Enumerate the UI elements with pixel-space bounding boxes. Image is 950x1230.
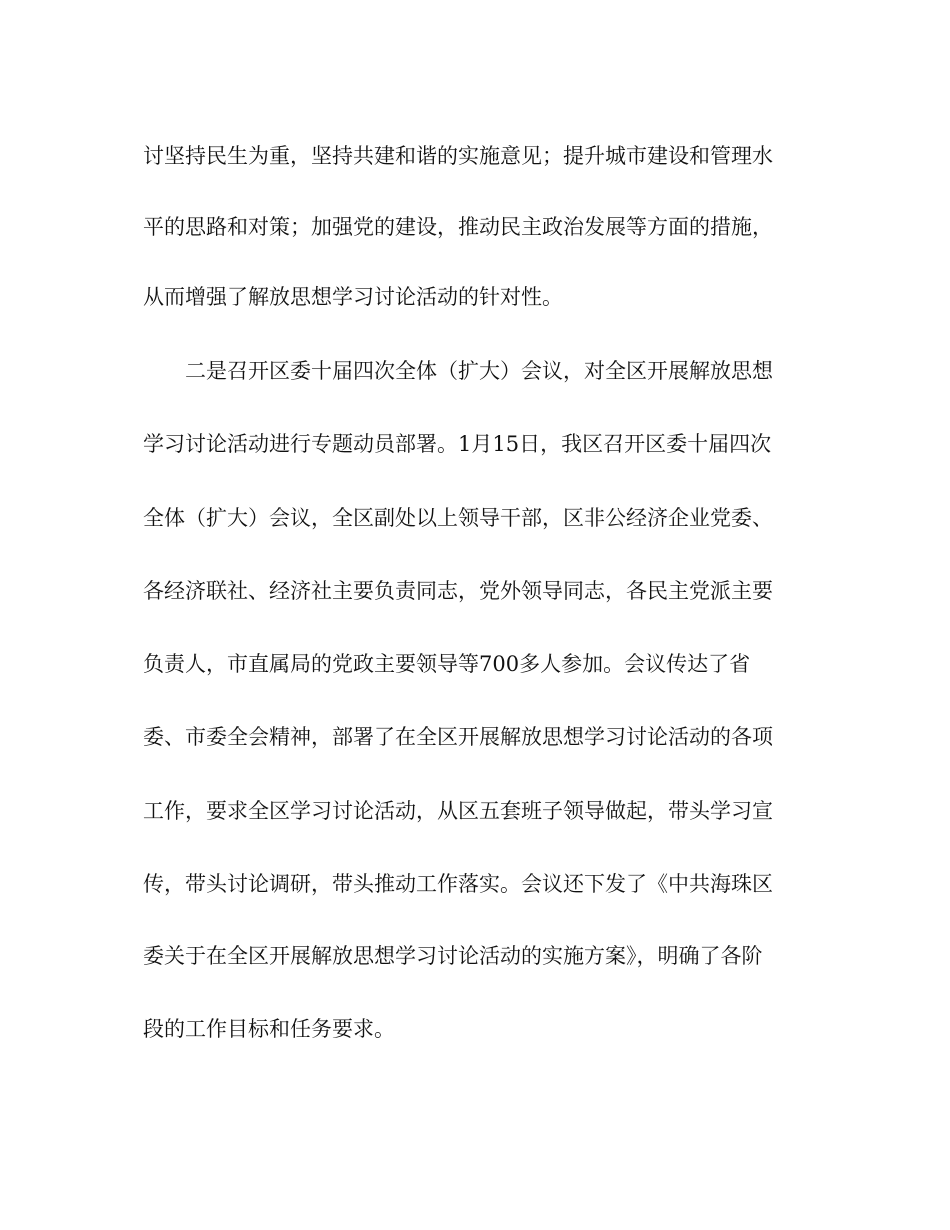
- text-line: 委、市委全会精神，部署了在全区开展解放思想学习讨论活动的各项: [143, 725, 773, 749]
- text-line: 平的思路和对策；加强党的建设，推动民主政治发展等方面的措施，: [143, 215, 773, 239]
- text-line: 讨坚持民生为重，坚持共建和谐的实施意见；提升城市建设和管理水: [143, 144, 773, 168]
- text-line: 全体（扩大）会议，全区副处以上领导干部，区非公经济企业党委、: [143, 506, 773, 530]
- text-line: 负责人，市直属局的党政主要领导等700多人参加。会议传达了省: [143, 652, 751, 676]
- text-line: 传，带头讨论调研，带头推动工作落实。会议还下发了《中共海珠区: [143, 872, 773, 896]
- text-line: 各经济联社、经济社主要负责同志，党外领导同志，各民主党派主要: [143, 579, 773, 603]
- text-line: 学习讨论活动进行专题动员部署。1月15日，我区召开区委十届四次: [143, 432, 772, 456]
- text-line: 从而增强了解放思想学习讨论活动的针对性。: [143, 285, 563, 309]
- text-line: 委关于在全区开展解放思想学习讨论活动的实施方案》，明确了各阶: [143, 944, 763, 968]
- text-line: 段的工作目标和任务要求。: [143, 1017, 395, 1041]
- text-line: 工作，要求全区学习讨论活动，从区五套班子领导做起，带头学习宣: [143, 799, 773, 823]
- paragraph-first-line: 二是召开区委十届四次全体（扩大）会议，对全区开展解放思想: [185, 359, 773, 383]
